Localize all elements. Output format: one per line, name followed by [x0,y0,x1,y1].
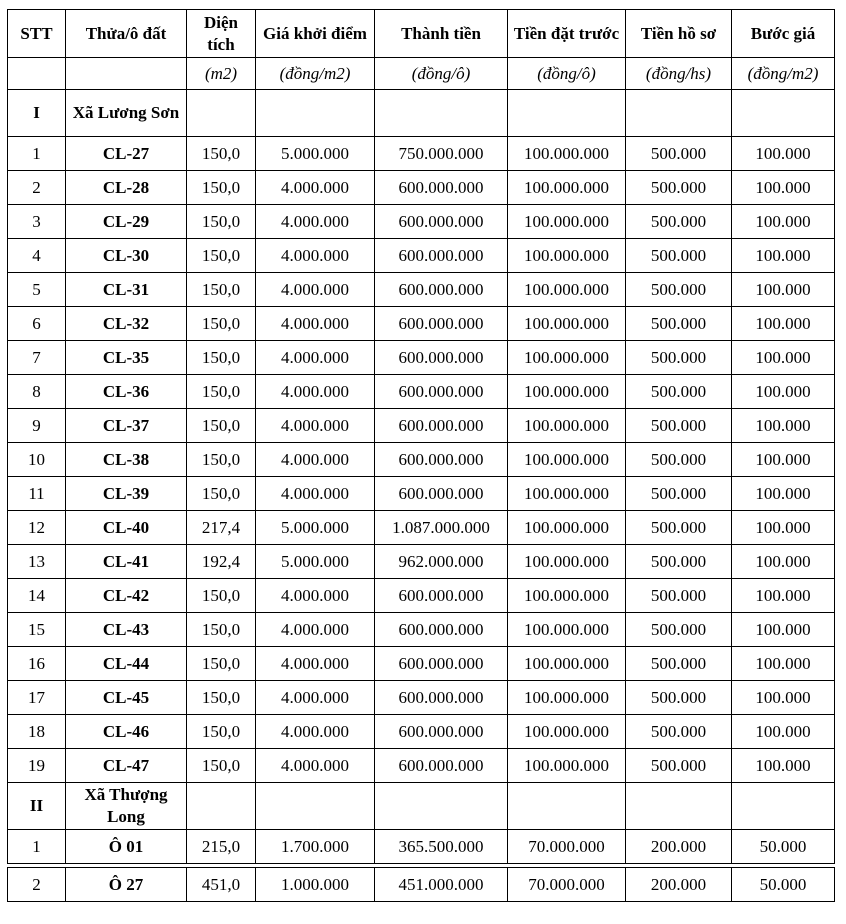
empty-cell [626,90,732,137]
table-row [8,341,835,375]
cell-area: 150,0 [187,579,256,613]
cell-stt: 12 [8,511,66,545]
cell-price-step: 100.000 [732,341,835,375]
table-row [8,137,835,171]
cell-total-amount: 600.000.000 [375,647,508,681]
cell-starting-price: 4.000.000 [256,579,375,613]
cell-total-amount: 365.500.000 [375,830,508,864]
cell-dossier-fee: 500.000 [626,137,732,171]
cell-total-amount: 600.000.000 [375,715,508,749]
cell-stt: 5 [8,273,66,307]
cell-total-amount: 600.000.000 [375,171,508,205]
cell-starting-price: 1.700.000 [256,830,375,864]
cell-plot: CL-44 [66,647,187,681]
empty-cell [375,90,508,137]
cell-deposit: 100.000.000 [508,579,626,613]
cell-deposit: 100.000.000 [508,375,626,409]
unit-dossier-fee: (đồng/hs) [626,58,732,90]
cell-starting-price: 1.000.000 [256,868,375,902]
cell-dossier-fee: 500.000 [626,749,732,783]
cell-plot: CL-40 [66,511,187,545]
cell-price-step: 100.000 [732,273,835,307]
cell-price-step: 100.000 [732,477,835,511]
cell-starting-price: 4.000.000 [256,647,375,681]
table-row [8,239,835,273]
cell-stt: 13 [8,545,66,579]
header-starting-price: Giá khởi điểm [256,10,375,58]
empty-cell [732,90,835,137]
cell-total-amount: 600.000.000 [375,443,508,477]
cell-price-step: 100.000 [732,171,835,205]
cell-area: 150,0 [187,307,256,341]
cell-stt: 1 [8,137,66,171]
cell-deposit: 100.000.000 [508,749,626,783]
empty-cell [375,783,508,830]
cell-area: 150,0 [187,613,256,647]
cell-plot: CL-46 [66,715,187,749]
table-row [8,511,835,545]
cell-total-amount: 600.000.000 [375,477,508,511]
cell-starting-price: 4.000.000 [256,341,375,375]
cell-price-step: 100.000 [732,715,835,749]
cell-stt: 7 [8,341,66,375]
cell-total-amount: 600.000.000 [375,205,508,239]
cell-area: 150,0 [187,171,256,205]
cell-plot: CL-30 [66,239,187,273]
cell-deposit: 70.000.000 [508,830,626,864]
section-name: Xã Lương Sơn [66,90,187,137]
cell-total-amount: 600.000.000 [375,409,508,443]
cell-starting-price: 4.000.000 [256,409,375,443]
cell-plot: CL-32 [66,307,187,341]
table-row [8,307,835,341]
cell-stt: 3 [8,205,66,239]
empty-cell [508,90,626,137]
cell-area: 150,0 [187,273,256,307]
cell-area: 150,0 [187,749,256,783]
cell-dossier-fee: 500.000 [626,443,732,477]
table-row [8,830,835,864]
cell-dossier-fee: 500.000 [626,647,732,681]
table-header [8,10,835,90]
table-row [8,443,835,477]
cell-price-step: 100.000 [732,511,835,545]
cell-dossier-fee: 500.000 [626,239,732,273]
table-row [8,868,835,902]
cell-stt: 14 [8,579,66,613]
cell-stt: 16 [8,647,66,681]
cell-total-amount: 600.000.000 [375,613,508,647]
cell-stt: 9 [8,409,66,443]
cell-starting-price: 4.000.000 [256,715,375,749]
cell-starting-price: 4.000.000 [256,477,375,511]
cell-total-amount: 600.000.000 [375,273,508,307]
header-row [8,10,835,58]
cell-total-amount: 600.000.000 [375,579,508,613]
empty-cell [187,783,256,830]
cell-starting-price: 4.000.000 [256,171,375,205]
cell-deposit: 70.000.000 [508,868,626,902]
cell-dossier-fee: 500.000 [626,375,732,409]
cell-deposit: 100.000.000 [508,307,626,341]
cell-stt: 2 [8,868,66,902]
cell-dossier-fee: 500.000 [626,545,732,579]
cell-price-step: 100.000 [732,681,835,715]
cell-starting-price: 4.000.000 [256,273,375,307]
empty-cell [256,90,375,137]
table-row [8,409,835,443]
cell-plot: CL-45 [66,681,187,715]
cell-area: 192,4 [187,545,256,579]
cell-price-step: 100.000 [732,205,835,239]
cell-plot: CL-36 [66,375,187,409]
cell-stt: 8 [8,375,66,409]
cell-deposit: 100.000.000 [508,647,626,681]
section-number: I [8,90,66,137]
cell-stt: 4 [8,239,66,273]
table-row [8,749,835,783]
cell-total-amount: 600.000.000 [375,307,508,341]
cell-dossier-fee: 500.000 [626,205,732,239]
cell-dossier-fee: 500.000 [626,579,732,613]
cell-dossier-fee: 200.000 [626,830,732,864]
cell-stt: 17 [8,681,66,715]
cell-starting-price: 4.000.000 [256,375,375,409]
cell-starting-price: 4.000.000 [256,681,375,715]
section-row [8,90,835,137]
table-row [8,647,835,681]
cell-area: 150,0 [187,409,256,443]
cell-plot: CL-29 [66,205,187,239]
header-price-step: Bước giá [732,10,835,58]
cell-price-step: 100.000 [732,647,835,681]
cell-plot: CL-41 [66,545,187,579]
table-row [8,375,835,409]
cell-deposit: 100.000.000 [508,715,626,749]
cell-dossier-fee: 500.000 [626,511,732,545]
cell-plot: Ô 27 [66,868,187,902]
empty-cell [626,783,732,830]
cell-deposit: 100.000.000 [508,443,626,477]
cell-stt: 19 [8,749,66,783]
cell-dossier-fee: 500.000 [626,715,732,749]
header-area: Diện tích [187,10,256,58]
cell-area: 217,4 [187,511,256,545]
cell-starting-price: 5.000.000 [256,545,375,579]
cell-area: 150,0 [187,375,256,409]
empty-cell [256,783,375,830]
cell-deposit: 100.000.000 [508,239,626,273]
table-row [8,681,835,715]
unit-plot [66,58,187,90]
table-body [8,90,835,902]
cell-area: 150,0 [187,715,256,749]
cell-stt: 11 [8,477,66,511]
cell-deposit: 100.000.000 [508,681,626,715]
table-row [8,477,835,511]
section-row [8,783,835,830]
cell-price-step: 100.000 [732,239,835,273]
table-row [8,205,835,239]
cell-deposit: 100.000.000 [508,205,626,239]
cell-plot: CL-42 [66,579,187,613]
unit-total-amount: (đồng/ô) [375,58,508,90]
cell-total-amount: 600.000.000 [375,239,508,273]
cell-total-amount: 600.000.000 [375,341,508,375]
empty-cell [187,90,256,137]
cell-area: 150,0 [187,137,256,171]
cell-area: 150,0 [187,477,256,511]
section-number: II [8,783,66,830]
cell-deposit: 100.000.000 [508,341,626,375]
cell-starting-price: 5.000.000 [256,137,375,171]
cell-starting-price: 4.000.000 [256,749,375,783]
cell-deposit: 100.000.000 [508,409,626,443]
cell-starting-price: 5.000.000 [256,511,375,545]
cell-plot: CL-31 [66,273,187,307]
cell-plot: Ô 01 [66,830,187,864]
table-row [8,545,835,579]
empty-cell [508,783,626,830]
cell-price-step: 100.000 [732,749,835,783]
cell-plot: CL-38 [66,443,187,477]
header-plot: Thửa/ô đất [66,10,187,58]
cell-starting-price: 4.000.000 [256,307,375,341]
cell-deposit: 100.000.000 [508,545,626,579]
cell-dossier-fee: 500.000 [626,477,732,511]
table-row [8,715,835,749]
cell-plot: CL-43 [66,613,187,647]
cell-dossier-fee: 500.000 [626,681,732,715]
cell-starting-price: 4.000.000 [256,613,375,647]
cell-total-amount: 962.000.000 [375,545,508,579]
cell-total-amount: 451.000.000 [375,868,508,902]
cell-dossier-fee: 500.000 [626,409,732,443]
unit-deposit: (đồng/ô) [508,58,626,90]
cell-area: 150,0 [187,647,256,681]
cell-stt: 2 [8,171,66,205]
header-dossier-fee: Tiền hồ sơ [626,10,732,58]
header-stt: STT [8,10,66,58]
cell-plot: CL-39 [66,477,187,511]
cell-area: 150,0 [187,341,256,375]
cell-price-step: 100.000 [732,545,835,579]
cell-area: 150,0 [187,239,256,273]
section-name: Xã Thượng Long [66,783,187,830]
auction-price-table [7,9,835,902]
cell-price-step: 100.000 [732,579,835,613]
header-total-amount: Thành tiền [375,10,508,58]
cell-dossier-fee: 500.000 [626,613,732,647]
unit-area: (m2) [187,58,256,90]
cell-price-step: 50.000 [732,868,835,902]
table-row [8,613,835,647]
cell-area: 150,0 [187,205,256,239]
empty-cell [732,783,835,830]
cell-stt: 1 [8,830,66,864]
cell-total-amount: 1.087.000.000 [375,511,508,545]
cell-plot: CL-27 [66,137,187,171]
table-row [8,273,835,307]
cell-plot: CL-47 [66,749,187,783]
cell-starting-price: 4.000.000 [256,239,375,273]
cell-price-step: 50.000 [732,830,835,864]
cell-price-step: 100.000 [732,443,835,477]
unit-stt [8,58,66,90]
cell-deposit: 100.000.000 [508,613,626,647]
cell-dossier-fee: 200.000 [626,868,732,902]
header-deposit: Tiền đặt trước [508,10,626,58]
cell-total-amount: 600.000.000 [375,749,508,783]
cell-area: 150,0 [187,443,256,477]
cell-stt: 18 [8,715,66,749]
unit-price-step: (đồng/m2) [732,58,835,90]
cell-plot: CL-28 [66,171,187,205]
cell-total-amount: 750.000.000 [375,137,508,171]
cell-price-step: 100.000 [732,613,835,647]
cell-area: 451,0 [187,868,256,902]
cell-price-step: 100.000 [732,375,835,409]
cell-starting-price: 4.000.000 [256,205,375,239]
table-row [8,579,835,613]
cell-dossier-fee: 500.000 [626,341,732,375]
cell-stt: 15 [8,613,66,647]
cell-price-step: 100.000 [732,409,835,443]
cell-stt: 6 [8,307,66,341]
cell-deposit: 100.000.000 [508,511,626,545]
unit-starting-price: (đồng/m2) [256,58,375,90]
cell-dossier-fee: 500.000 [626,171,732,205]
cell-dossier-fee: 500.000 [626,307,732,341]
cell-deposit: 100.000.000 [508,273,626,307]
cell-area: 215,0 [187,830,256,864]
cell-deposit: 100.000.000 [508,171,626,205]
cell-total-amount: 600.000.000 [375,681,508,715]
cell-deposit: 100.000.000 [508,477,626,511]
units-row [8,58,835,90]
cell-deposit: 100.000.000 [508,137,626,171]
cell-area: 150,0 [187,681,256,715]
table-row [8,171,835,205]
cell-total-amount: 600.000.000 [375,375,508,409]
cell-price-step: 100.000 [732,307,835,341]
cell-plot: CL-37 [66,409,187,443]
cell-stt: 10 [8,443,66,477]
cell-plot: CL-35 [66,341,187,375]
cell-starting-price: 4.000.000 [256,443,375,477]
cell-price-step: 100.000 [732,137,835,171]
cell-dossier-fee: 500.000 [626,273,732,307]
